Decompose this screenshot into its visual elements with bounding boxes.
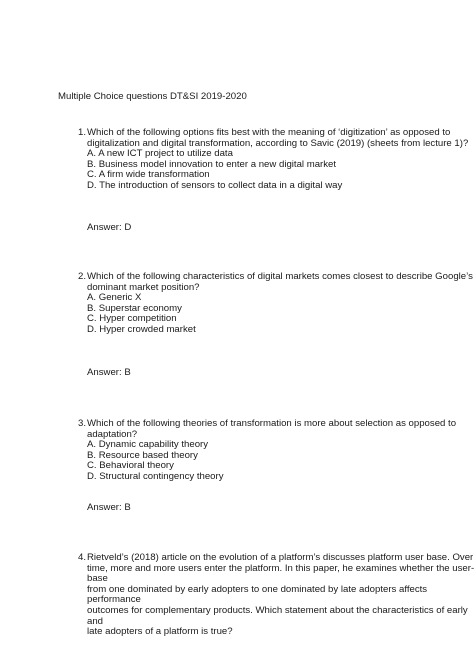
- question-body: [87, 553, 474, 638]
- question-text: Which of the following characteristics of digital markets comes closest to describe Google’s dominant market position?: [87, 271, 473, 293]
- option-d: D. The introduction of sensors to collect data in a digital way: [87, 179, 343, 191]
- question-body: [87, 272, 474, 336]
- question-text: Rietveld’s (2018) article on the evolution of a platform’s discusses platform user base. Over time, more and more users enter the platform. In this paper, he examines whether the user-base from one dominated by early adopters to one dominated by late adopters affects performance outcomes for complementary products. Which statement about the characteristics of early and late adopters of a platform is true?: [87, 552, 474, 638]
- option-d: D. Hyper crowded market: [87, 323, 196, 335]
- answer-3: Answer: B: [87, 502, 131, 513]
- answer-1: Answer: D: [87, 222, 132, 233]
- document-title: Multiple Choice questions DT&SI 2019-2020: [58, 91, 247, 102]
- answer-2: Answer: B: [87, 367, 131, 378]
- option-b: B. Superstar economy: [87, 302, 182, 314]
- option-a: A. Dynamic capability theory: [87, 439, 209, 451]
- option-c: C. Behavioral theory: [87, 460, 174, 472]
- question-number: 4.: [77, 552, 86, 563]
- question-number: 2.: [77, 271, 86, 282]
- question-text: Which of the following theories of transformation is more about selection as opposed to adaptation?: [87, 418, 457, 440]
- question-body: [87, 419, 474, 483]
- question-text: Which of the following options fits best with the meaning of ‘digitization’ as opposed to digitalization and digital transformation, according to Savic (2019) (sheets from lecture 1)?: [87, 127, 469, 149]
- question-number: 3.: [77, 418, 86, 429]
- question-number: 1.: [77, 127, 86, 138]
- option-b: B. Business model innovation to enter a new digital market: [87, 158, 337, 170]
- option-a: A. Generic X: [87, 292, 142, 304]
- option-b: B. Resource based theory: [87, 449, 198, 461]
- option-a: A. A new ICT project to utilize data: [87, 148, 233, 160]
- option-c: C. A firm wide transformation: [87, 169, 210, 181]
- option-d: D. Structural contingency theory: [87, 470, 224, 482]
- option-c: C. Hyper competition: [87, 313, 177, 325]
- question-body: [87, 128, 474, 192]
